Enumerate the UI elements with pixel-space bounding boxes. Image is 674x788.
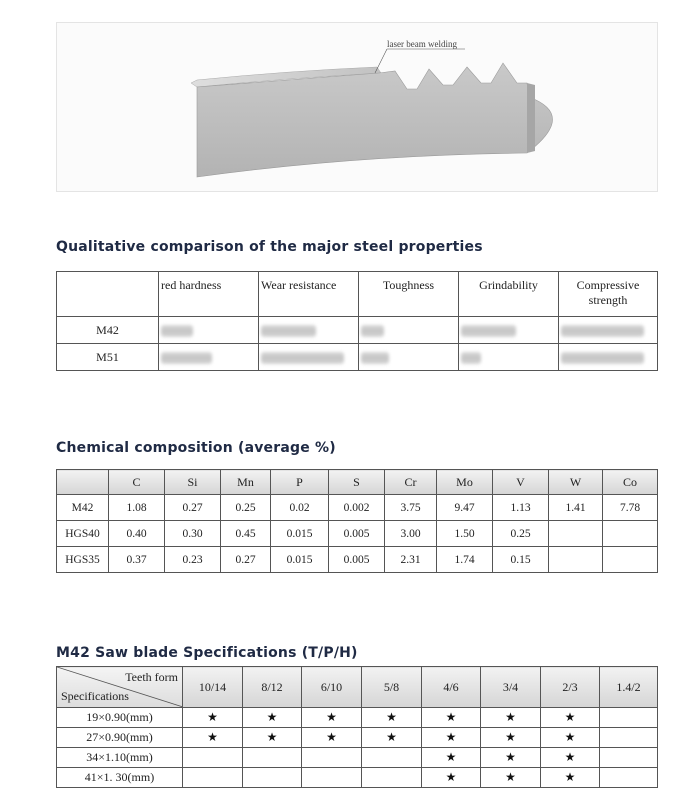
spec-cell: [481, 748, 541, 768]
level-bar: [561, 352, 644, 364]
table-cell: 3.75: [385, 495, 437, 521]
header-cell: 8/12: [243, 667, 302, 708]
table-cell: [603, 521, 658, 547]
table-cell: 0.02: [271, 495, 329, 521]
header-cell: Cr: [385, 470, 437, 495]
table-row: [57, 495, 658, 521]
table-cell: 0.005: [329, 521, 385, 547]
level-bar-cell: [259, 317, 359, 344]
star-icon: ★: [505, 710, 516, 724]
spec-cell: [481, 728, 541, 748]
header-compressive-strength: Compressive strength: [559, 272, 658, 317]
table-cell: 2.31: [385, 547, 437, 573]
header-cell: 1.4/2: [600, 667, 658, 708]
header-cell: 2/3: [541, 667, 600, 708]
table-row: [57, 547, 658, 573]
table-cell: 0.30: [165, 521, 221, 547]
level-bar-cell: [559, 317, 658, 344]
header-cell: Si: [165, 470, 221, 495]
star-icon: ★: [207, 730, 218, 744]
spec-cell: [422, 708, 481, 728]
spec-cell: [302, 768, 362, 788]
table-cell: 0.25: [493, 521, 549, 547]
corner-diagonal-cell: [57, 667, 183, 708]
table-cell: 1.13: [493, 495, 549, 521]
star-icon: ★: [505, 770, 516, 784]
header-cell: Mn: [221, 470, 271, 495]
chemical-composition-title: Chemical composition (average %): [56, 440, 336, 456]
spec-cell: [243, 708, 302, 728]
table-cell: 0.23: [165, 547, 221, 573]
spec-cell: [541, 748, 600, 768]
header-cell: P: [271, 470, 329, 495]
spec-cell: [362, 768, 422, 788]
table-cell: 1.74: [437, 547, 493, 573]
header-cell: Co: [603, 470, 658, 495]
header-cell: C: [109, 470, 165, 495]
spec-rows: [57, 708, 658, 788]
properties-comparison-table: [56, 271, 658, 371]
spec-cell: [183, 708, 243, 728]
table-row: [57, 344, 658, 371]
spec-label: 41×1. 30(mm): [57, 768, 183, 788]
table-row: [57, 768, 658, 788]
table-cell: 0.15: [493, 547, 549, 573]
table-cell: [549, 547, 603, 573]
star-icon: ★: [386, 710, 397, 724]
table-cell: 0.27: [221, 547, 271, 573]
star-icon: ★: [445, 750, 457, 764]
level-bar-cell: [359, 344, 459, 371]
spec-cell: [302, 748, 362, 768]
spec-cell: [600, 728, 658, 748]
table-row: [57, 728, 658, 748]
table-row: [57, 521, 658, 547]
chemical-composition-table: [56, 469, 658, 573]
saw-blade-specifications-table: [56, 666, 658, 788]
table-cell: 0.25: [221, 495, 271, 521]
row-label: M51: [57, 344, 159, 371]
level-bar-cell: [459, 344, 559, 371]
spec-cell: [600, 748, 658, 768]
header-wear-resistance: Wear resistance: [259, 272, 359, 317]
table-cell: 0.27: [165, 495, 221, 521]
header-cell: 3/4: [481, 667, 541, 708]
header-toughness: Toughness: [359, 272, 459, 317]
star-icon: ★: [564, 750, 576, 764]
level-bar-cell: [159, 317, 259, 344]
header-cell: [57, 470, 109, 495]
spec-cell: [183, 748, 243, 768]
star-icon: ★: [445, 770, 457, 784]
header-cell: S: [329, 470, 385, 495]
table-cell: 7.78: [603, 495, 658, 521]
level-bar: [261, 325, 316, 337]
table-row: [57, 748, 658, 768]
spec-cell: [481, 708, 541, 728]
level-bar-cell: [459, 317, 559, 344]
level-bar: [461, 352, 481, 364]
spec-cell: [183, 728, 243, 748]
specifications-label: Specifications: [61, 689, 129, 703]
spec-cell: [422, 768, 481, 788]
spec-cell: [600, 768, 658, 788]
spec-cell: [302, 728, 362, 748]
spec-cell: [243, 748, 302, 768]
spec-cell: [362, 748, 422, 768]
table-row: [57, 708, 658, 728]
star-icon: ★: [505, 750, 516, 764]
header-cell: 6/10: [302, 667, 362, 708]
table-cell: 9.47: [437, 495, 493, 521]
saw-blade-icon: [57, 23, 657, 191]
table-cell: 0.45: [221, 521, 271, 547]
row-label: HGS40: [57, 521, 109, 547]
header-cell: Mo: [437, 470, 493, 495]
star-icon: ★: [445, 730, 457, 744]
spec-cell: [541, 728, 600, 748]
spec-cell: [600, 708, 658, 728]
table-cell: 1.50: [437, 521, 493, 547]
teeth-form-label: Teeth form: [125, 670, 178, 684]
star-icon: ★: [326, 710, 337, 724]
spec-cell: [422, 728, 481, 748]
table-cell: 1.08: [109, 495, 165, 521]
header-cell: V: [493, 470, 549, 495]
table-cell: 0.002: [329, 495, 385, 521]
laser-beam-welding-label: laser beam welding: [387, 39, 457, 49]
properties-comparison-title: Qualitative comparison of the major steel properties: [56, 239, 483, 255]
header-grindability: Grindability: [459, 272, 559, 317]
row-label: M42: [57, 317, 159, 344]
spec-cell: [422, 748, 481, 768]
saw-blade-specifications-title: M42 Saw blade Specifications (T/P/H): [56, 645, 358, 661]
table-cell: [549, 521, 603, 547]
table-cell: 0.40: [109, 521, 165, 547]
saw-blade-illustration-panel: [56, 22, 658, 192]
spec-cell: [302, 708, 362, 728]
table-cell: 0.005: [329, 547, 385, 573]
spec-label: 19×0.90(mm): [57, 708, 183, 728]
star-icon: ★: [564, 730, 576, 744]
star-icon: ★: [564, 710, 576, 724]
star-icon: ★: [564, 770, 576, 784]
spec-cell: [243, 728, 302, 748]
star-icon: ★: [266, 730, 278, 744]
level-bar-cell: [259, 344, 359, 371]
spec-cell: [183, 768, 243, 788]
spec-label: 27×0.90(mm): [57, 728, 183, 748]
spec-label: 34×1.10(mm): [57, 748, 183, 768]
star-icon: ★: [505, 730, 516, 744]
spec-cell: [541, 708, 600, 728]
star-icon: ★: [386, 730, 397, 744]
table-cell: 3.00: [385, 521, 437, 547]
header-cell: W: [549, 470, 603, 495]
level-bar-cell: [159, 344, 259, 371]
table-header-row: [57, 272, 658, 317]
star-icon: ★: [326, 730, 337, 744]
table-cell: 1.41: [549, 495, 603, 521]
spec-cell: [243, 768, 302, 788]
table-header-row: [57, 667, 658, 708]
level-bar: [161, 352, 212, 364]
level-bar-cell: [359, 317, 459, 344]
level-bar: [361, 352, 389, 364]
row-label: M42: [57, 495, 109, 521]
table-row: [57, 317, 658, 344]
corner-cell: [57, 272, 159, 317]
header-red-hardness: red hardness: [159, 272, 259, 317]
header-cell: 4/6: [422, 667, 481, 708]
table-cell: 0.015: [271, 521, 329, 547]
level-bar: [461, 325, 516, 337]
table-header-row: [57, 470, 658, 495]
table-cell: [603, 547, 658, 573]
spec-cell: [481, 768, 541, 788]
star-icon: ★: [445, 710, 457, 724]
spec-cell: [362, 708, 422, 728]
level-bar: [561, 325, 644, 337]
row-label: HGS35: [57, 547, 109, 573]
table-cell: 0.015: [271, 547, 329, 573]
level-bar: [161, 325, 193, 337]
spec-cell: [541, 768, 600, 788]
level-bar: [261, 352, 344, 364]
level-bar: [361, 325, 384, 337]
table-cell: 0.37: [109, 547, 165, 573]
star-icon: ★: [266, 710, 278, 724]
star-icon: ★: [207, 710, 218, 724]
level-bar-cell: [559, 344, 658, 371]
header-cell: 5/8: [362, 667, 422, 708]
spec-cell: [362, 728, 422, 748]
header-cell: 10/14: [183, 667, 243, 708]
